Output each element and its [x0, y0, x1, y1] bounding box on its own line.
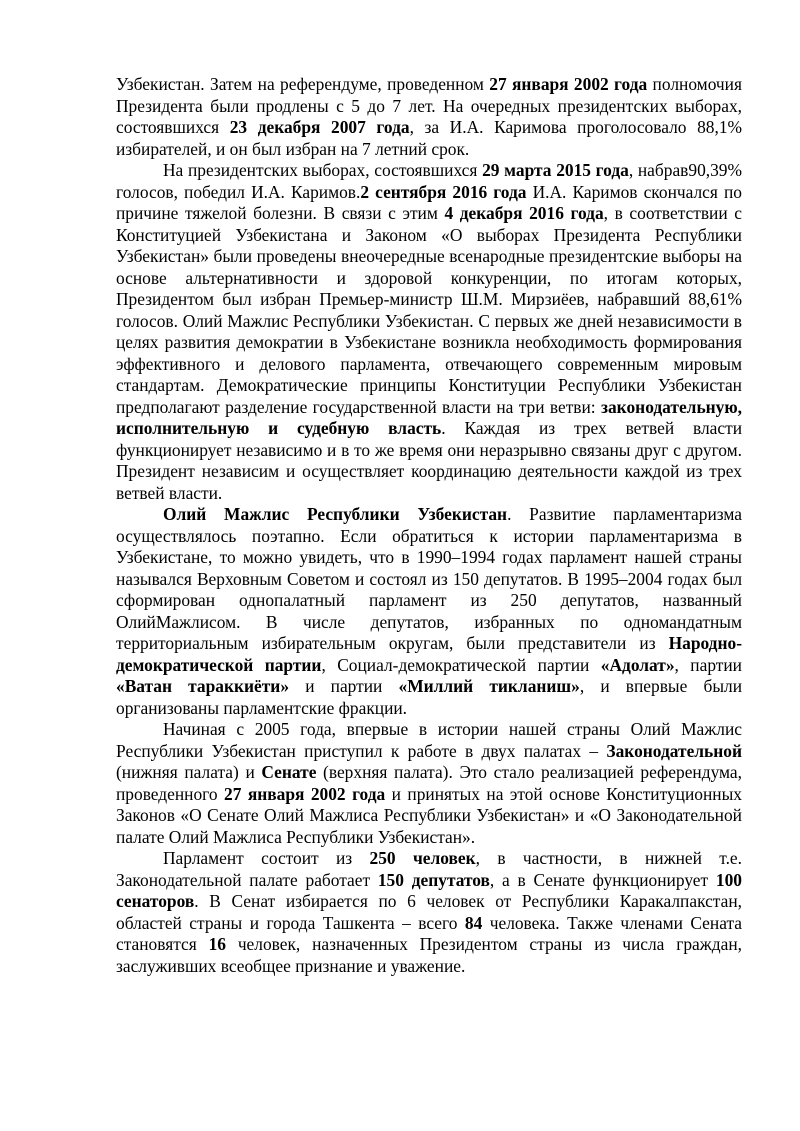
paragraph — [116, 504, 742, 719]
bold-text-run: 250 человек — [369, 848, 476, 868]
text-run: Парламент состоит из — [163, 848, 370, 868]
bold-text-run: Законодательной — [606, 740, 742, 761]
text-run: и партии — [289, 676, 399, 696]
bold-text-run: Олий Мажлис Республики Узбекистан — [163, 504, 508, 524]
bold-text-run: 84 — [464, 912, 483, 933]
bold-text-run: 23 декабря 2007 года — [229, 117, 410, 137]
bold-text-run: Сенате — [261, 762, 317, 782]
bold-text-run: «Адолат» — [600, 654, 675, 675]
text-run: и принятых на этой основе Конституционных Законов «О Сенате Олий Мажлиса Республики Узбекистан» и «О Законодательной палате Олий Мажлиса Республики Узбекистан». — [116, 783, 742, 847]
bold-text-run: Народно-демократической партии — [116, 633, 742, 675]
text-run: человек, назначенных Президентом страны из числа граждан, заслуживших всеобщее признание и уважение. — [116, 934, 742, 976]
paragraph — [116, 848, 742, 977]
text-run: . Развитие парламентаризма осуществлялось поэтапно. Если обратиться к истории парламентаризма в Узбекистане, то можно увидеть, что в 1990–1994 годах парламент нашей страны назывался Верховным Советом и состоял из 150 депутатов. В 1995–2004 годах был сформирован однопалатный парламент из 250 депутатов, названный ОлийМажлисом. В числе депутатов, избранных по одномандатным территориальным избирательным округам, были представители из — [116, 504, 742, 653]
text-run: , за И.А. Каримова проголосовало 88,1% избирателей, и он был избран на 7 летний срок. — [116, 117, 742, 159]
text-run: Узбекистан. Затем на референдуме, проведенном — [116, 74, 490, 94]
text-run: Начиная с 2005 года, впервые в истории нашей страны Олий Мажлис Республики Узбекистан приступил к работе в двух палатах – — [116, 719, 742, 761]
bold-text-run: 100 сенаторов — [116, 869, 742, 911]
document-page — [116, 74, 742, 977]
text-run: , набрав90,39% голосов, победил И.А. Каримов. — [116, 160, 742, 202]
text-run: . В Сенат избирается по 6 человек от Республики Каракалпакстан, областей страны и города Ташкента – всего — [116, 891, 742, 933]
text-run: . Каждая из трех ветвей власти функционирует независимо и в то же время они неразрывно связаны друг с другом. Президент независим и осуществляет координацию деятельности каждой из трех ветвей власти. — [116, 418, 742, 503]
bold-text-run: «Миллий тикланиш» — [398, 676, 580, 696]
text-run: , а в Сенате функционирует — [489, 869, 716, 890]
bold-text-run: законодательную, исполнительную и судебную власть — [116, 396, 742, 438]
bold-text-run: 27 января 2002 года — [489, 74, 648, 94]
text-run: человека. Также членами Сената становятся — [116, 912, 742, 954]
paragraph — [116, 160, 742, 504]
paragraph — [116, 719, 742, 848]
text-run: полномочия Президента были продлены с 5 до 7 лет. На очередных президентских выборах, состоявшихся — [116, 74, 742, 137]
bold-text-run: 150 депутатов — [377, 869, 490, 890]
bold-text-run: 16 — [208, 934, 226, 954]
text-run: И.А. Каримов скончался по причине тяжелой болезни. В связи с этим — [116, 181, 742, 223]
paragraph — [116, 74, 742, 160]
bold-text-run: 2 сентября 2016 года — [360, 181, 527, 202]
text-run: На президентских выборах, состоявшихся — [163, 160, 483, 180]
bold-text-run: «Ватан тараккиёти» — [116, 676, 290, 696]
text-run: , партии — [674, 654, 742, 675]
text-run: , Социал-демократической партии — [321, 654, 601, 675]
text-run: , и впервые были организованы парламентские фракции. — [116, 676, 742, 718]
bold-text-run: 4 декабря 2016 года — [444, 203, 604, 223]
text-run: , в частности, в нижней т.е. Законодательной палате работает — [116, 848, 742, 890]
text-run: (нижняя палата) и — [116, 762, 262, 782]
text-run: (верхняя палата). Это стало реализацией референдума, проведенного — [116, 762, 742, 804]
bold-text-run: 29 марта 2015 года — [482, 160, 629, 180]
bold-text-run: 27 января 2002 года — [224, 783, 386, 804]
text-run: , в соответствии с Конституцией Узбекистана и Законом «О выборах Президента Республики Узбекистан» были проведены внеочередные всенародные президентские выборы на основе альтернативности и здоровой конкуренции, по итогам которых, Президентом был избран Премьер-министр Ш.М. Мирзиёев, набравший 88,61% голосов. Олий Мажлис Республики Узбекистан. С первых же дней независимости в целях развития демократии в Узбекистане возникла необходимость формирования эффективного и делового парламента, отвечающего современным мировым стандартам. Демократические принципы Конституции Республики Узбекистан предполагают разделение государственной власти на три ветви: — [116, 203, 742, 417]
